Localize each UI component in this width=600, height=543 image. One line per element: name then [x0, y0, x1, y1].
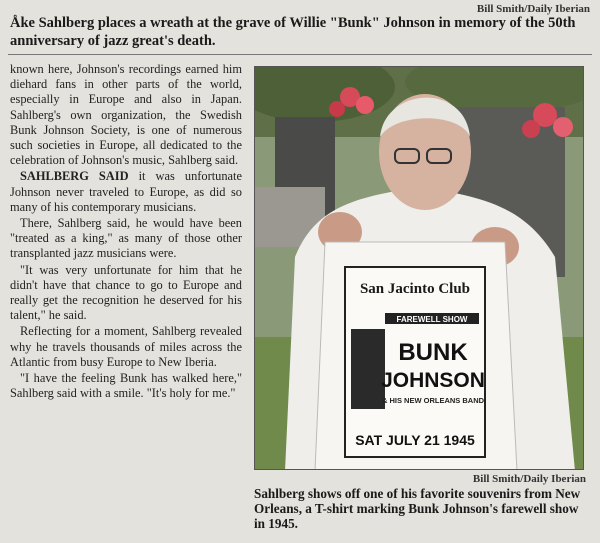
news-photo	[254, 66, 584, 470]
tshirt-name1: BUNK	[398, 339, 468, 366]
tshirt-club: San Jacinto Club	[359, 281, 471, 297]
headline: Åke Sahlberg places a wreath at the grave of Willie "Bunk" Johnson in memory of the 50th anniversary of jazz great's death.	[10, 15, 576, 49]
tshirt-band: & HIS NEW ORLEANS BAND	[381, 396, 485, 405]
paragraph-text: it was unfortunate Johnson never traveled to Europe, as did so many of his contemporary musicians.	[10, 169, 242, 214]
tshirt-date: SAT JULY 21 1945	[355, 432, 475, 448]
paragraph-lead: SAHLBERG SAID	[20, 169, 129, 184]
photo-credit-top: Bill Smith/Daily Iberian	[476, 3, 590, 15]
article-paragraph: "It was very unfortunate for him that he didn't have that chance to go to Europe and really get the recognition he deserved for his talent," he said.	[10, 262, 242, 323]
divider	[8, 54, 592, 55]
article-paragraph: known here, Johnson's recordings earned him diehard fans in other parts of the world, especially in Europe and also in Japan. Sahlberg's own organization, the Swedish Bunk Johnson Society, is one of numerous such societies in Europe, all dedicated to the celebration of Johnson's music, Sahlberg said.	[10, 62, 242, 168]
photo-caption: Sahlberg shows off one of his favorite souvenirs from New Orleans, a T-shirt marking Bunk Johnson's farewell show in 1945.	[254, 486, 581, 532]
article-paragraph: Reflecting for a moment, Sahlberg revealed why he travels thousands of miles across the Atlantic from busy Europe to New Iberia.	[10, 324, 242, 369]
tshirt-show: FAREWELL SHOW	[396, 315, 468, 324]
photo-credit-bottom: Bill Smith/Daily Iberian	[472, 473, 586, 485]
article-paragraph	[10, 169, 242, 215]
article-paragraph: "I have the feeling Bunk has walked here," Sahlberg said with a smile. "It's holy for me."	[10, 371, 242, 401]
article-paragraph: There, Sahlberg said, he would have been "treated as a king," as many of those other transplanted jazz musicians were.	[10, 216, 242, 261]
tshirt-name2: JOHNSON	[381, 369, 485, 392]
tshirt-souvenir	[315, 242, 517, 470]
article-column	[10, 62, 242, 402]
